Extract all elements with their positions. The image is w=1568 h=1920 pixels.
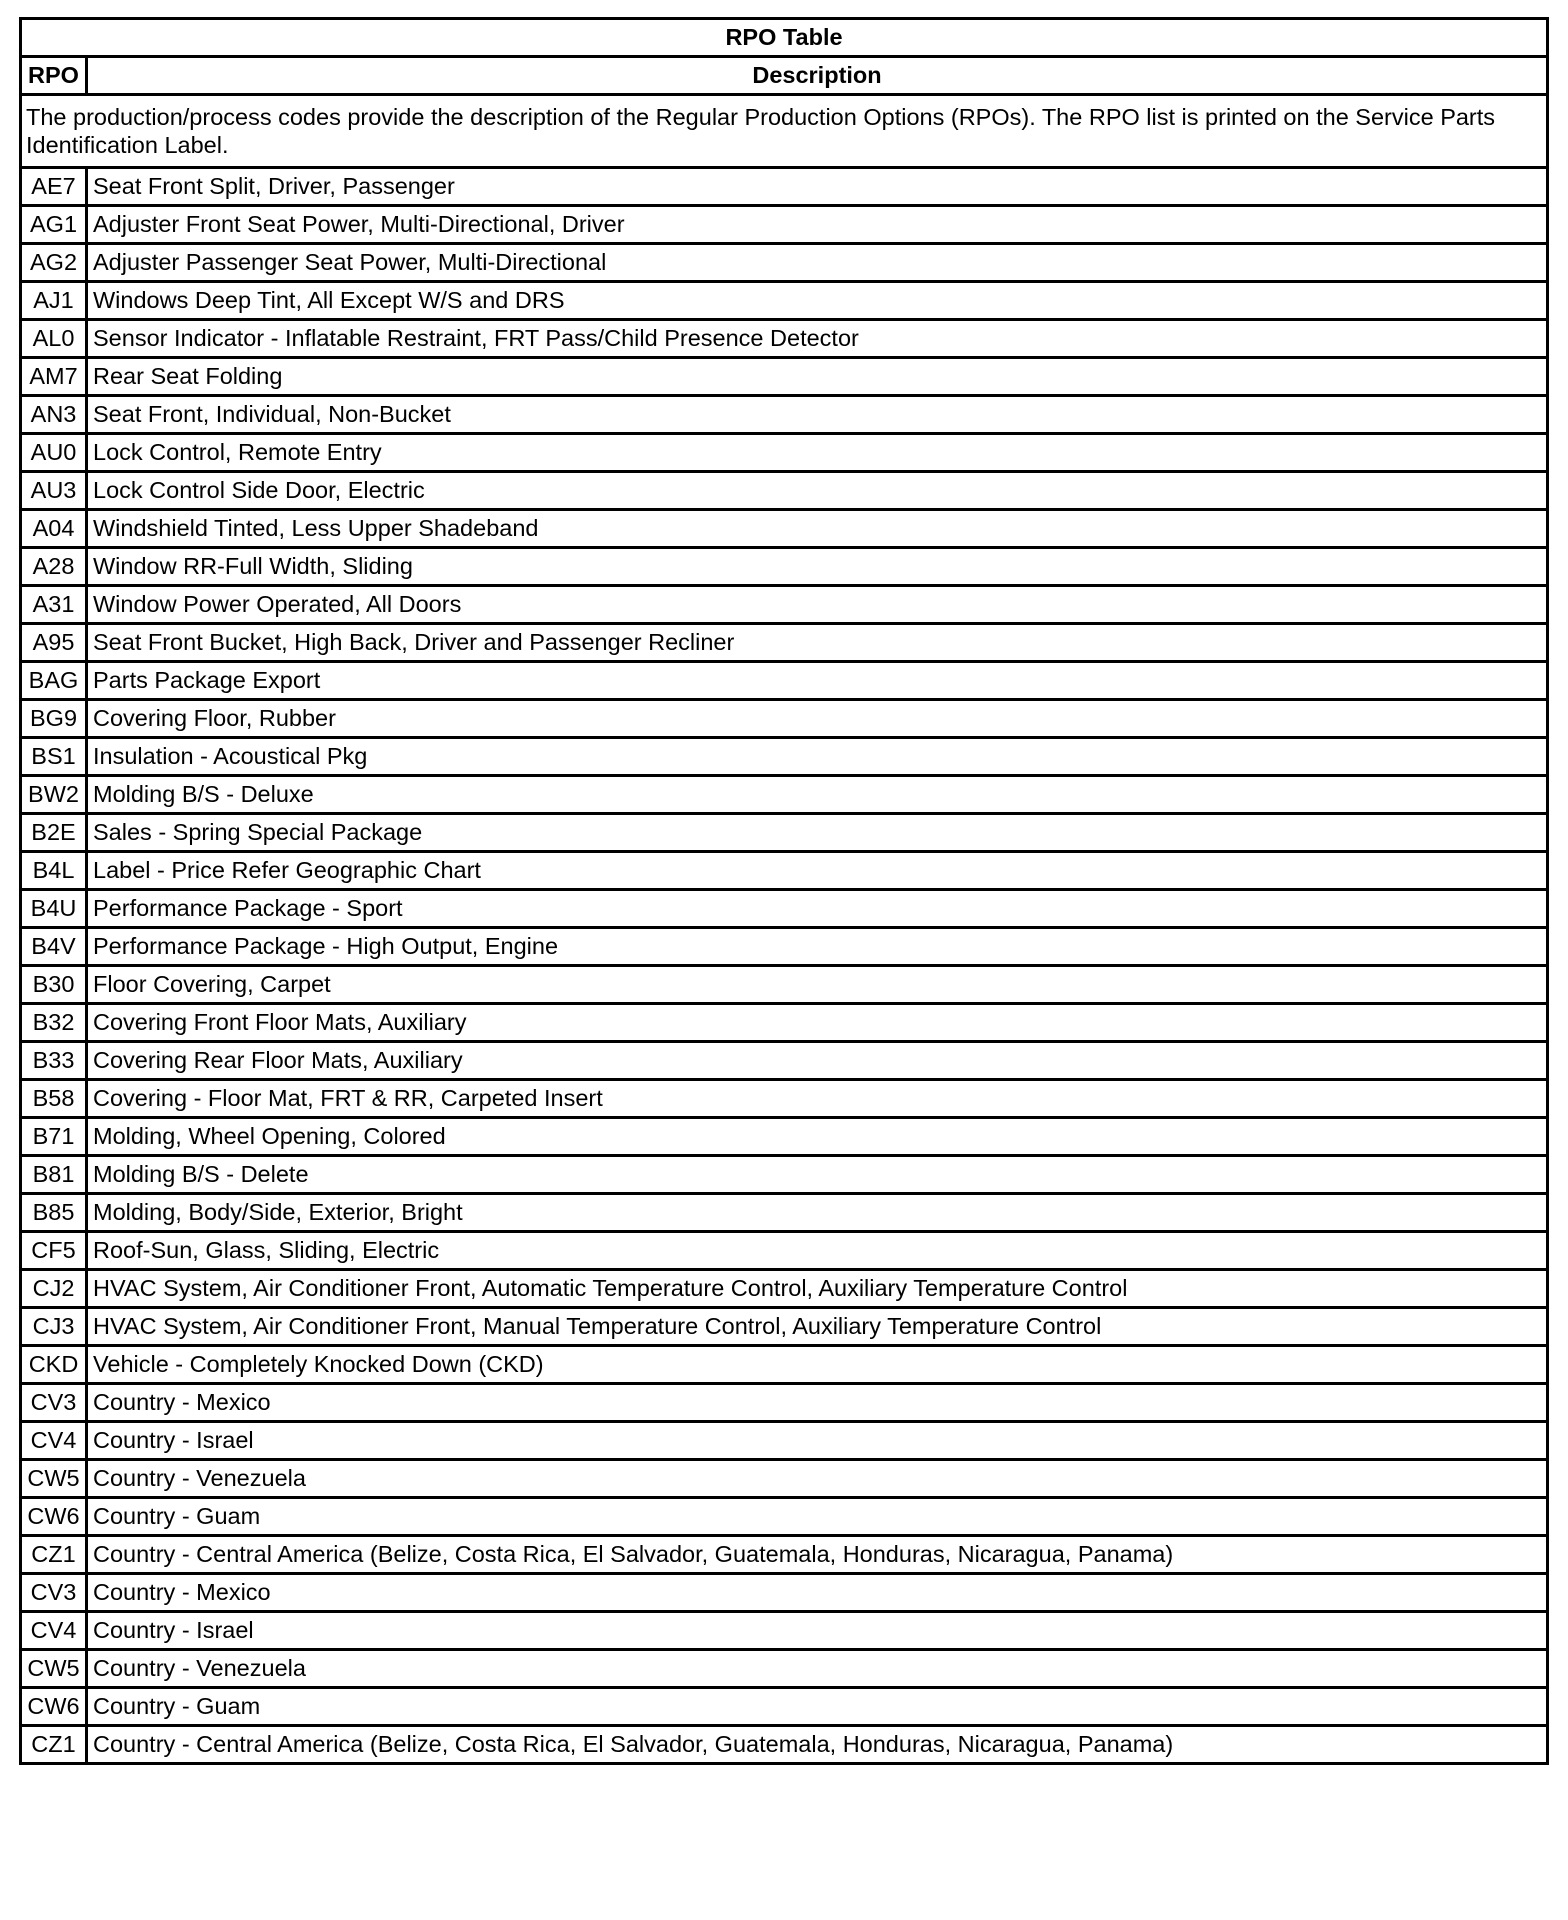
table-row bbox=[21, 1460, 1548, 1498]
table-row bbox=[21, 852, 1548, 890]
table-row bbox=[21, 472, 1548, 510]
rpo-description-cell: Roof-Sun, Glass, Sliding, Electric bbox=[87, 1232, 1548, 1270]
rpo-description-cell: Country - Guam bbox=[87, 1498, 1548, 1536]
table-row bbox=[21, 1004, 1548, 1042]
rpo-description-cell: Covering Front Floor Mats, Auxiliary bbox=[87, 1004, 1548, 1042]
table-row bbox=[21, 776, 1548, 814]
rpo-description-cell: Windows Deep Tint, All Except W/S and DRS bbox=[87, 282, 1548, 320]
rpo-description-cell: Molding, Body/Side, Exterior, Bright bbox=[87, 1194, 1548, 1232]
table-row bbox=[21, 1688, 1548, 1726]
table-title: RPO Table bbox=[21, 19, 1548, 57]
table-row bbox=[21, 1726, 1548, 1764]
rpo-description-cell: Country - Israel bbox=[87, 1612, 1548, 1650]
rpo-code-cell: CKD bbox=[21, 1346, 87, 1384]
rpo-code-cell: B81 bbox=[21, 1156, 87, 1194]
column-header-description: Description bbox=[87, 57, 1548, 95]
table-row bbox=[21, 814, 1548, 852]
table-row bbox=[21, 1346, 1548, 1384]
rpo-description-cell: Lock Control Side Door, Electric bbox=[87, 472, 1548, 510]
table-row bbox=[21, 1042, 1548, 1080]
rpo-description-cell: Vehicle - Completely Knocked Down (CKD) bbox=[87, 1346, 1548, 1384]
rpo-code-cell: BG9 bbox=[21, 700, 87, 738]
table-row bbox=[21, 1650, 1548, 1688]
table-row bbox=[21, 586, 1548, 624]
rpo-code-cell: CW6 bbox=[21, 1688, 87, 1726]
rpo-code-cell: CV3 bbox=[21, 1384, 87, 1422]
rpo-description-cell: Windshield Tinted, Less Upper Shadeband bbox=[87, 510, 1548, 548]
rpo-description-cell: Performance Package - Sport bbox=[87, 890, 1548, 928]
table-row bbox=[21, 890, 1548, 928]
rpo-description-cell: Floor Covering, Carpet bbox=[87, 966, 1548, 1004]
rpo-code-cell: CV4 bbox=[21, 1612, 87, 1650]
intro-text: The production/process codes provide the description of the Regular Production Options (RPOs). The RPO list is printed on the Service Parts Identification Label. bbox=[21, 95, 1548, 168]
rpo-code-cell: B4V bbox=[21, 928, 87, 966]
table-header-row bbox=[21, 57, 1548, 95]
rpo-code-cell: AU0 bbox=[21, 434, 87, 472]
rpo-code-cell: AG2 bbox=[21, 244, 87, 282]
table-row bbox=[21, 358, 1548, 396]
rpo-code-cell: B71 bbox=[21, 1118, 87, 1156]
rpo-description-cell: Seat Front Bucket, High Back, Driver and Passenger Recliner bbox=[87, 624, 1548, 662]
rpo-description-cell: Country - Guam bbox=[87, 1688, 1548, 1726]
table-row bbox=[21, 434, 1548, 472]
table-body bbox=[21, 95, 1548, 1764]
rpo-code-cell: AM7 bbox=[21, 358, 87, 396]
rpo-code-cell: A95 bbox=[21, 624, 87, 662]
rpo-code-cell: CW6 bbox=[21, 1498, 87, 1536]
rpo-code-cell: B30 bbox=[21, 966, 87, 1004]
table-row bbox=[21, 1080, 1548, 1118]
rpo-description-cell: Lock Control, Remote Entry bbox=[87, 434, 1548, 472]
table-row bbox=[21, 1498, 1548, 1536]
rpo-description-cell: Country - Mexico bbox=[87, 1384, 1548, 1422]
rpo-description-cell: Parts Package Export bbox=[87, 662, 1548, 700]
rpo-code-cell: B4U bbox=[21, 890, 87, 928]
rpo-code-cell: B4L bbox=[21, 852, 87, 890]
rpo-description-cell: Molding B/S - Delete bbox=[87, 1156, 1548, 1194]
table-row bbox=[21, 1270, 1548, 1308]
rpo-code-cell: A04 bbox=[21, 510, 87, 548]
table-row bbox=[21, 206, 1548, 244]
rpo-description-cell: Molding, Wheel Opening, Colored bbox=[87, 1118, 1548, 1156]
rpo-code-cell: AU3 bbox=[21, 472, 87, 510]
rpo-code-cell: AL0 bbox=[21, 320, 87, 358]
rpo-code-cell: B85 bbox=[21, 1194, 87, 1232]
rpo-description-cell: Sales - Spring Special Package bbox=[87, 814, 1548, 852]
rpo-description-cell: Window RR-Full Width, Sliding bbox=[87, 548, 1548, 586]
table-row bbox=[21, 1232, 1548, 1270]
rpo-description-cell: Seat Front, Individual, Non-Bucket bbox=[87, 396, 1548, 434]
table-row bbox=[21, 966, 1548, 1004]
rpo-description-cell: HVAC System, Air Conditioner Front, Automatic Temperature Control, Auxiliary Temperature Control bbox=[87, 1270, 1548, 1308]
rpo-code-cell: CZ1 bbox=[21, 1536, 87, 1574]
rpo-description-cell: Adjuster Front Seat Power, Multi-Directional, Driver bbox=[87, 206, 1548, 244]
table-row bbox=[21, 1194, 1548, 1232]
rpo-code-cell: A28 bbox=[21, 548, 87, 586]
table-row bbox=[21, 1612, 1548, 1650]
table-row bbox=[21, 624, 1548, 662]
rpo-code-cell: AG1 bbox=[21, 206, 87, 244]
rpo-description-cell: Label - Price Refer Geographic Chart bbox=[87, 852, 1548, 890]
rpo-code-cell: AE7 bbox=[21, 168, 87, 206]
rpo-description-cell: Window Power Operated, All Doors bbox=[87, 586, 1548, 624]
rpo-code-cell: CJ2 bbox=[21, 1270, 87, 1308]
table-title-row bbox=[21, 19, 1548, 57]
rpo-description-cell: Sensor Indicator - Inflatable Restraint, FRT Pass/Child Presence Detector bbox=[87, 320, 1548, 358]
rpo-code-cell: BS1 bbox=[21, 738, 87, 776]
table-row bbox=[21, 700, 1548, 738]
table-row bbox=[21, 1384, 1548, 1422]
table-row bbox=[21, 244, 1548, 282]
rpo-description-cell: Seat Front Split, Driver, Passenger bbox=[87, 168, 1548, 206]
rpo-description-cell: Country - Israel bbox=[87, 1422, 1548, 1460]
table-row bbox=[21, 662, 1548, 700]
table-row bbox=[21, 928, 1548, 966]
rpo-code-cell: CZ1 bbox=[21, 1726, 87, 1764]
rpo-code-cell: B58 bbox=[21, 1080, 87, 1118]
rpo-code-cell: BW2 bbox=[21, 776, 87, 814]
rpo-code-cell: CV3 bbox=[21, 1574, 87, 1612]
rpo-description-cell: Covering Rear Floor Mats, Auxiliary bbox=[87, 1042, 1548, 1080]
rpo-description-cell: Rear Seat Folding bbox=[87, 358, 1548, 396]
rpo-code-cell: B2E bbox=[21, 814, 87, 852]
table-row bbox=[21, 1118, 1548, 1156]
rpo-code-cell: CW5 bbox=[21, 1650, 87, 1688]
table-row bbox=[21, 320, 1548, 358]
rpo-code-cell: CF5 bbox=[21, 1232, 87, 1270]
rpo-code-cell: CJ3 bbox=[21, 1308, 87, 1346]
table-row bbox=[21, 396, 1548, 434]
rpo-code-cell: A31 bbox=[21, 586, 87, 624]
rpo-description-cell: Molding B/S - Deluxe bbox=[87, 776, 1548, 814]
rpo-description-cell: Country - Central America (Belize, Costa Rica, El Salvador, Guatemala, Honduras, Nicaragua, Panama) bbox=[87, 1726, 1548, 1764]
rpo-code-cell: CV4 bbox=[21, 1422, 87, 1460]
rpo-code-cell: BAG bbox=[21, 662, 87, 700]
table-row bbox=[21, 1422, 1548, 1460]
rpo-description-cell: Country - Central America (Belize, Costa Rica, El Salvador, Guatemala, Honduras, Nicaragua, Panama) bbox=[87, 1536, 1548, 1574]
rpo-description-cell: Performance Package - High Output, Engine bbox=[87, 928, 1548, 966]
rpo-description-cell: Insulation - Acoustical Pkg bbox=[87, 738, 1548, 776]
rpo-description-cell: Covering - Floor Mat, FRT & RR, Carpeted Insert bbox=[87, 1080, 1548, 1118]
table-row bbox=[21, 1308, 1548, 1346]
table-row bbox=[21, 168, 1548, 206]
rpo-code-cell: CW5 bbox=[21, 1460, 87, 1498]
table-row bbox=[21, 510, 1548, 548]
table-row bbox=[21, 282, 1548, 320]
rpo-description-cell: Country - Venezuela bbox=[87, 1650, 1548, 1688]
rpo-table bbox=[19, 17, 1549, 1765]
rpo-code-cell: AJ1 bbox=[21, 282, 87, 320]
rpo-code-cell: B33 bbox=[21, 1042, 87, 1080]
rpo-description-cell: Country - Venezuela bbox=[87, 1460, 1548, 1498]
table-row bbox=[21, 1536, 1548, 1574]
table-row bbox=[21, 738, 1548, 776]
rpo-description-cell: Country - Mexico bbox=[87, 1574, 1548, 1612]
rpo-description-cell: Covering Floor, Rubber bbox=[87, 700, 1548, 738]
table-row bbox=[21, 1156, 1548, 1194]
intro-row bbox=[21, 95, 1548, 168]
rpo-code-cell: AN3 bbox=[21, 396, 87, 434]
table-row bbox=[21, 1574, 1548, 1612]
table-row bbox=[21, 548, 1548, 586]
column-header-rpo: RPO bbox=[21, 57, 87, 95]
rpo-description-cell: Adjuster Passenger Seat Power, Multi-Directional bbox=[87, 244, 1548, 282]
rpo-code-cell: B32 bbox=[21, 1004, 87, 1042]
rpo-description-cell: HVAC System, Air Conditioner Front, Manual Temperature Control, Auxiliary Temperature Control bbox=[87, 1308, 1548, 1346]
